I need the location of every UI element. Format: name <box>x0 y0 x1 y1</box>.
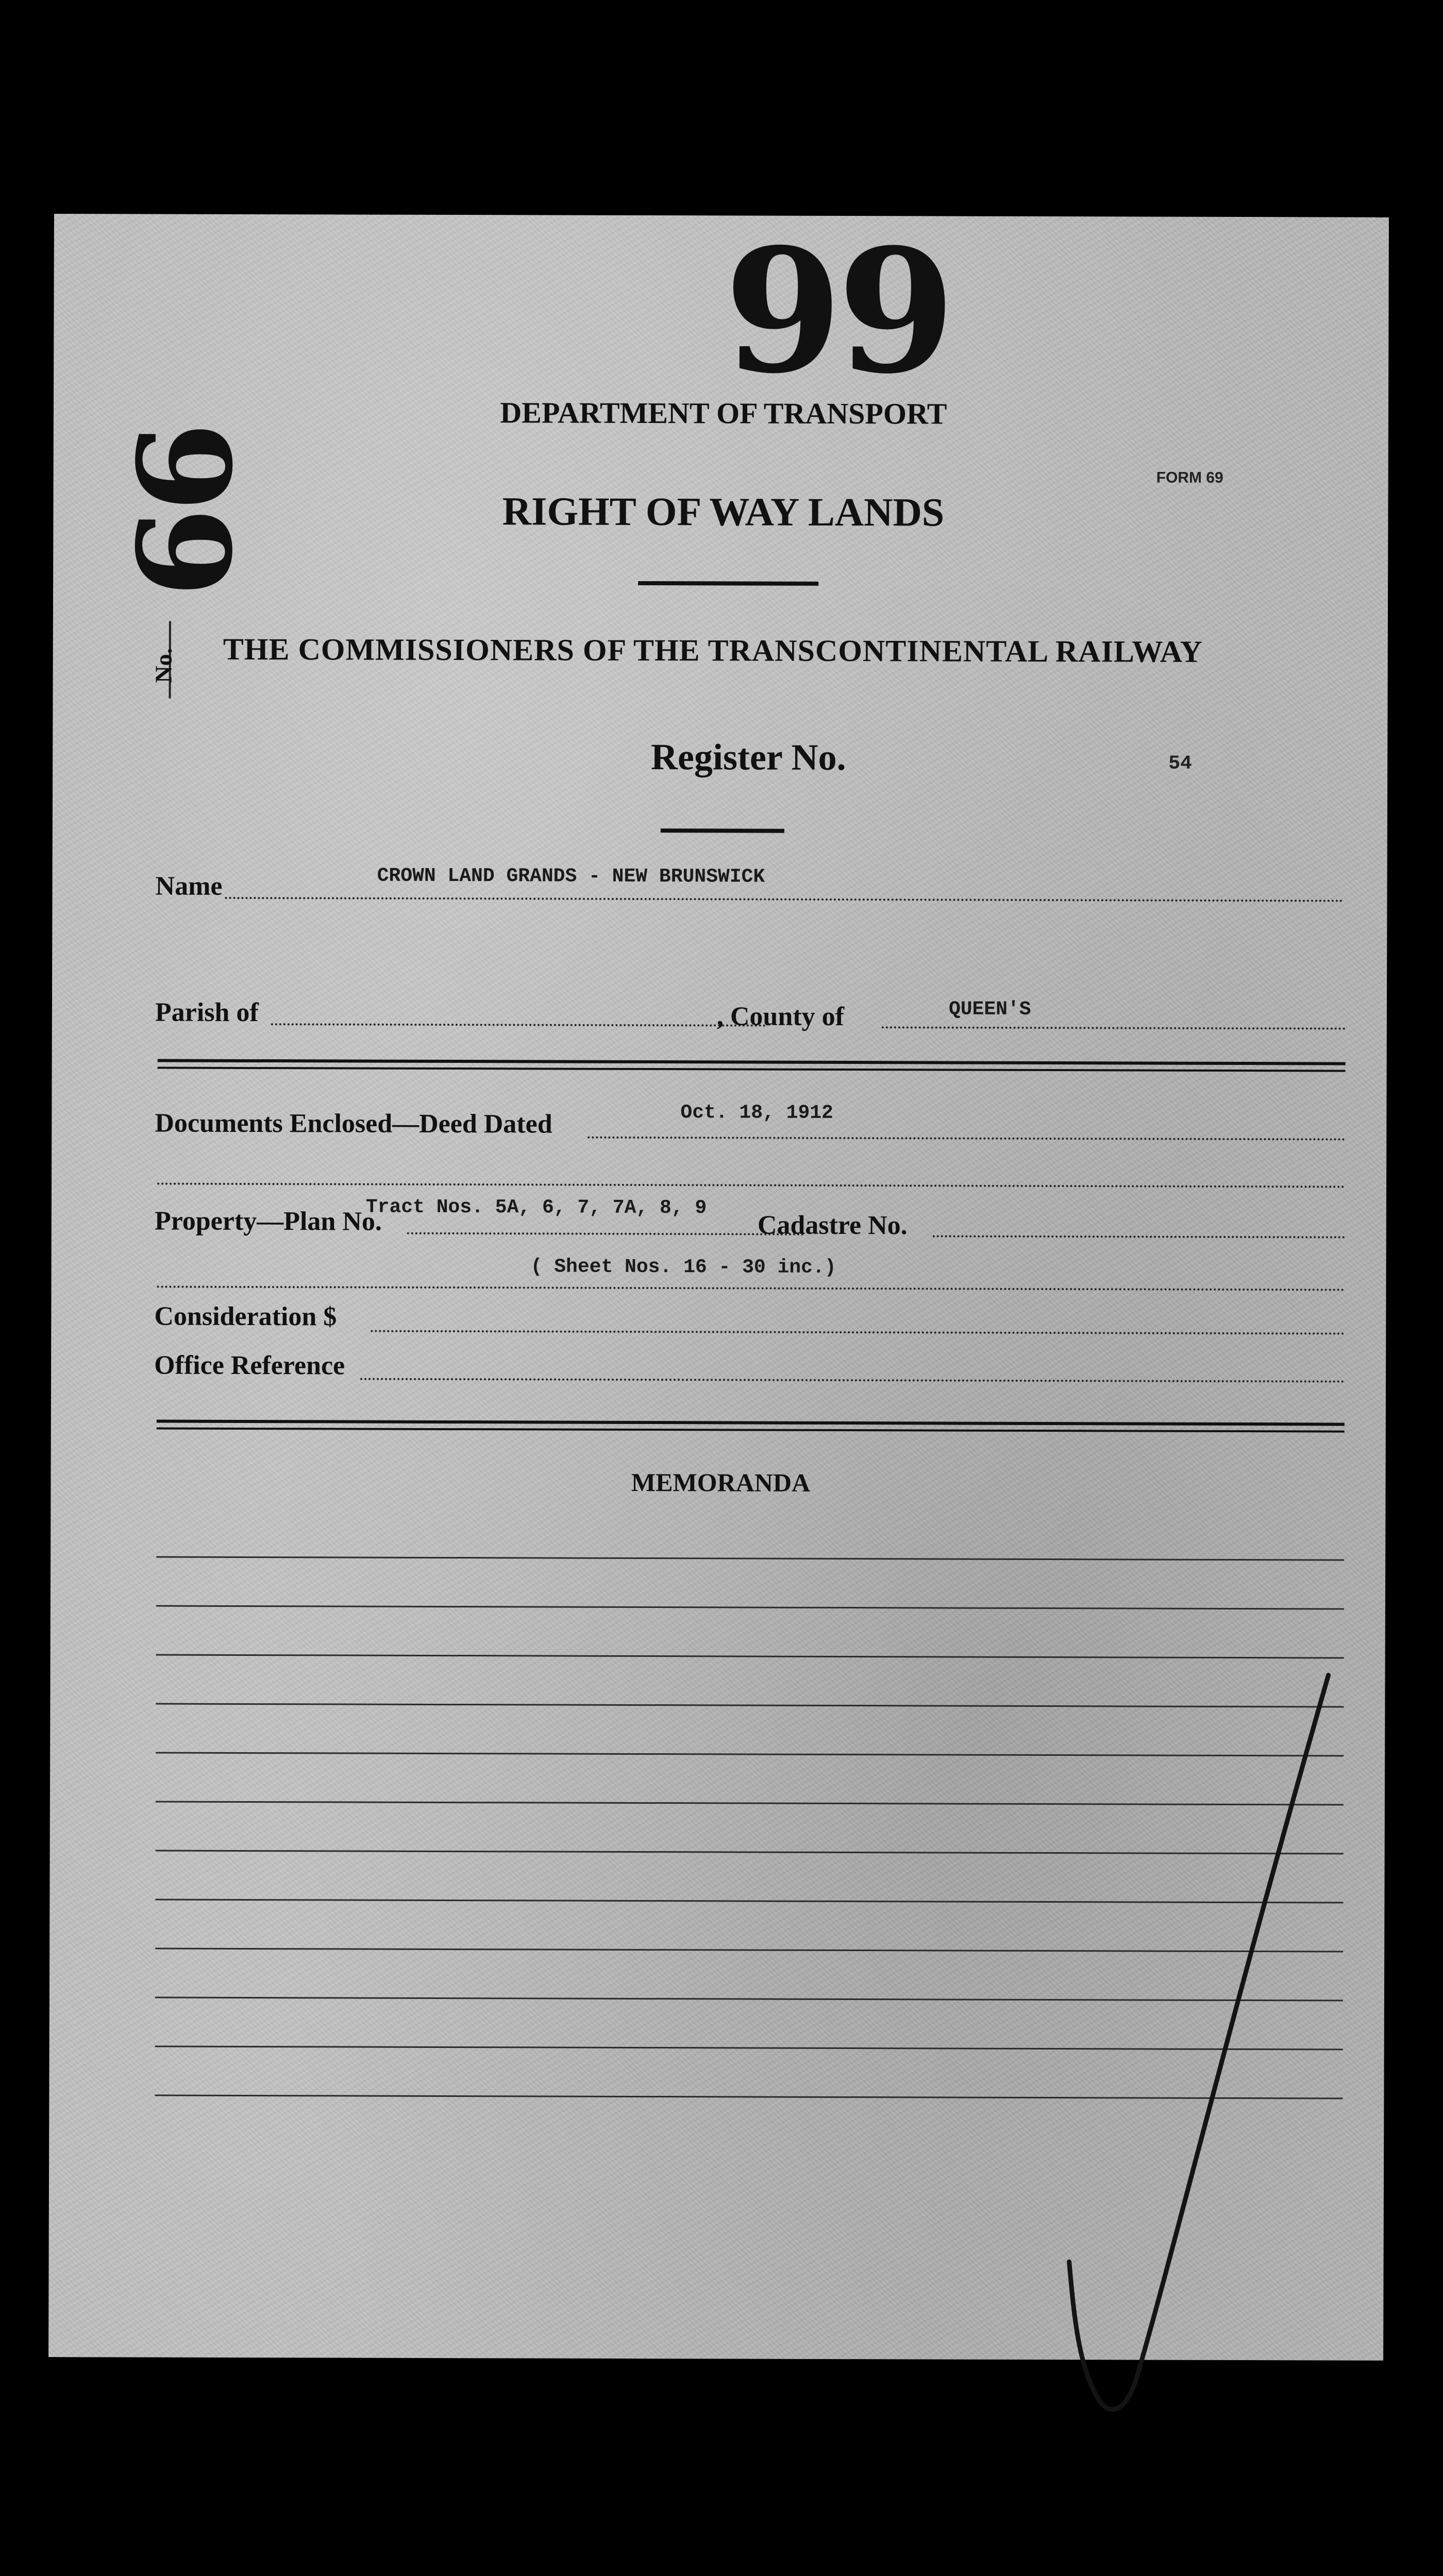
name-label: Name <box>155 871 223 901</box>
form-id: FORM 69 <box>1156 469 1223 486</box>
documents-label: Documents Enclosed—Deed Dated <box>155 1108 552 1139</box>
deed-date-line <box>588 1137 1345 1141</box>
register-rule <box>661 828 784 833</box>
form-title: RIGHT OF WAY LANDS <box>502 488 945 535</box>
double-rule-mid-b <box>157 1428 1345 1433</box>
office-reference-line <box>360 1378 1345 1383</box>
stamp-number: 99 <box>724 211 951 412</box>
parish-line <box>271 1023 766 1027</box>
property-label: Property—Plan No. <box>154 1206 382 1236</box>
register-value: 54 <box>1168 752 1192 775</box>
county-value: QUEEN'S <box>948 998 1031 1021</box>
register-label: Register No. <box>650 736 846 778</box>
department-heading: DEPARTMENT OF TRANSPORT <box>500 396 947 431</box>
plan-line <box>407 1232 804 1235</box>
cadastre-line <box>933 1235 1345 1238</box>
cadastre-label: Cadastre No. <box>757 1210 908 1241</box>
double-rule-top-a <box>158 1059 1346 1065</box>
documents-second-line <box>157 1183 1345 1188</box>
sheet-note: ( Sheet Nos. 16 - 30 inc.) <box>530 1256 836 1279</box>
side-no-label: No. <box>150 648 177 683</box>
side-number: 99 <box>106 422 258 594</box>
check-mark-icon <box>1059 1659 1349 2432</box>
commissioners-heading: THE COMMISSIONERS OF THE TRANSCONTINENTAL RAILWAY <box>223 632 1203 669</box>
parish-label: Parish of <box>155 997 259 1028</box>
memoranda-heading: MEMORANDA <box>631 1467 811 1497</box>
memo-line <box>156 1556 1344 1561</box>
name-value: CROWN LAND GRANDS - NEW BRUNSWICK <box>377 865 765 888</box>
memo-line <box>156 1605 1344 1610</box>
office-reference-label: Office Reference <box>154 1350 345 1381</box>
consideration-label: Consideration $ <box>154 1301 337 1332</box>
consideration-line <box>371 1330 1345 1335</box>
form-sheet <box>48 211 1389 2361</box>
tract-note: Tract Nos. 5A, 6, 7, 7A, 8, 9 <box>365 1196 707 1219</box>
double-rule-mid-a <box>157 1420 1345 1426</box>
property-second-line <box>157 1286 1345 1291</box>
title-rule <box>638 581 818 586</box>
county-line <box>882 1026 1346 1029</box>
deed-date-value: Oct. 18, 1912 <box>680 1101 833 1124</box>
county-label: , County of <box>716 1002 845 1032</box>
name-line <box>225 897 1344 902</box>
memo-line <box>156 1654 1344 1659</box>
double-rule-top-b <box>158 1067 1346 1072</box>
